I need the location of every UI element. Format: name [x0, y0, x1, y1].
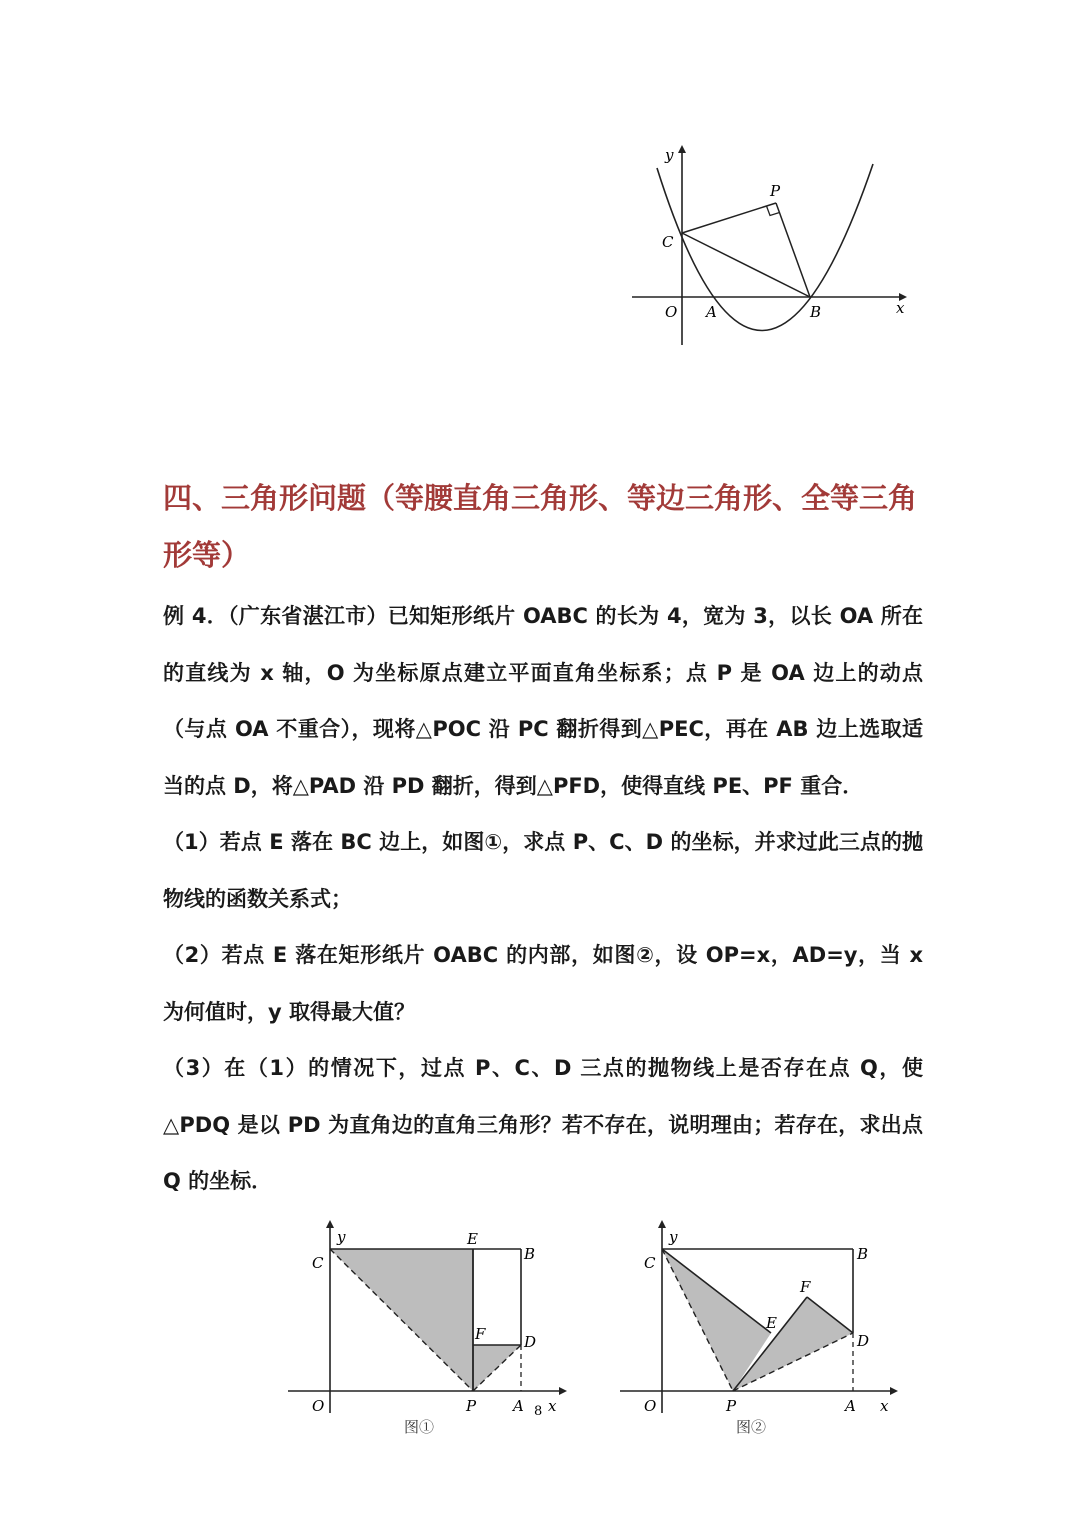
label-p: P [770, 182, 781, 200]
fig2-label-c: C [644, 1254, 656, 1272]
fig1-label-f: F [475, 1325, 486, 1343]
fig2-label-x: x [880, 1397, 889, 1415]
fig1-label-y: y [337, 1228, 346, 1246]
page-number: 8 [534, 1404, 543, 1419]
fig1-label-d: D [524, 1333, 537, 1351]
problem-intro: 例 4．（广东省湛江市）已知矩形纸片 OABC 的长为 4，宽为 3，以长 OA 所在的直线为 x 轴，O 为坐标原点建立平面直角坐标系；点 P 是 OA 边上的动点（与点 OA 不重合），现将△POC 沿 PC 翻折得到△PEC，再在 AB 边上选取适当的点 D，将△PAD 沿 PD 翻折，得到△PFD，使得直线 PE、PF 重合． [163, 604, 923, 798]
fig2-label-a: A [845, 1397, 856, 1415]
figure-2 [620, 1220, 898, 1436]
label-a: A [706, 303, 717, 321]
label-y: y [665, 146, 674, 164]
fig1-label-o: O [312, 1397, 325, 1415]
fig2-label-p: P [726, 1397, 737, 1415]
figure-1 [288, 1220, 567, 1436]
parabola-curve [657, 164, 873, 331]
section-title: 四、三角形问题（等腰直角三角形、等边三角形、全等三角形等） [163, 481, 918, 572]
fig2-label-y: y [669, 1228, 678, 1246]
label-x: x [896, 299, 905, 317]
fig1-caption: 图① [404, 1418, 435, 1436]
question-1: （1）若点 E 落在 BC 边上，如图①，求点 P、C、D 的坐标，并求过此三点的抛物线的函数关系式； [163, 830, 923, 911]
fig1-label-e: E [467, 1230, 478, 1248]
fig1-label-a: A [513, 1397, 524, 1415]
fig2-label-d: D [857, 1332, 870, 1350]
fig2-label-o: O [644, 1397, 657, 1415]
fig2-label-f: F [800, 1278, 811, 1296]
fig2-label-b: B [857, 1245, 869, 1263]
fig2-label-e: E [766, 1314, 777, 1332]
label-c: C [662, 233, 674, 251]
segment-cp [682, 203, 776, 233]
fig2-x-arrow [890, 1387, 898, 1395]
problem-text [163, 588, 923, 1210]
question-2: （2）若点 E 落在矩形纸片 OABC 的内部，如图②，设 OP=x，AD=y，当 x 为何值时，y 取得最大值？ [163, 943, 923, 1024]
label-o: O [665, 303, 678, 321]
label-b: B [810, 303, 822, 321]
figures-row [280, 1215, 920, 1445]
fig1-x-arrow [559, 1387, 567, 1395]
question-3: （3）在（1）的情况下，过点 P、C、D 三点的抛物线上是否存在点 Q，使△PDQ 是以 PD 为直角边的直角三角形？若不存在，说明理由；若存在，求出点 Q 的坐标． [163, 1056, 923, 1193]
fig1-label-p: P [466, 1397, 477, 1415]
fig2-y-arrow [658, 1220, 666, 1228]
fig2-caption: 图② [736, 1418, 767, 1436]
y-axis-arrow [678, 145, 686, 153]
fig1-label-x: x [548, 1397, 557, 1415]
fig1-label-b: B [524, 1245, 536, 1263]
fig1-y-arrow [326, 1220, 334, 1228]
parabola-figure [620, 140, 920, 355]
fig1-label-c: C [312, 1254, 324, 1272]
